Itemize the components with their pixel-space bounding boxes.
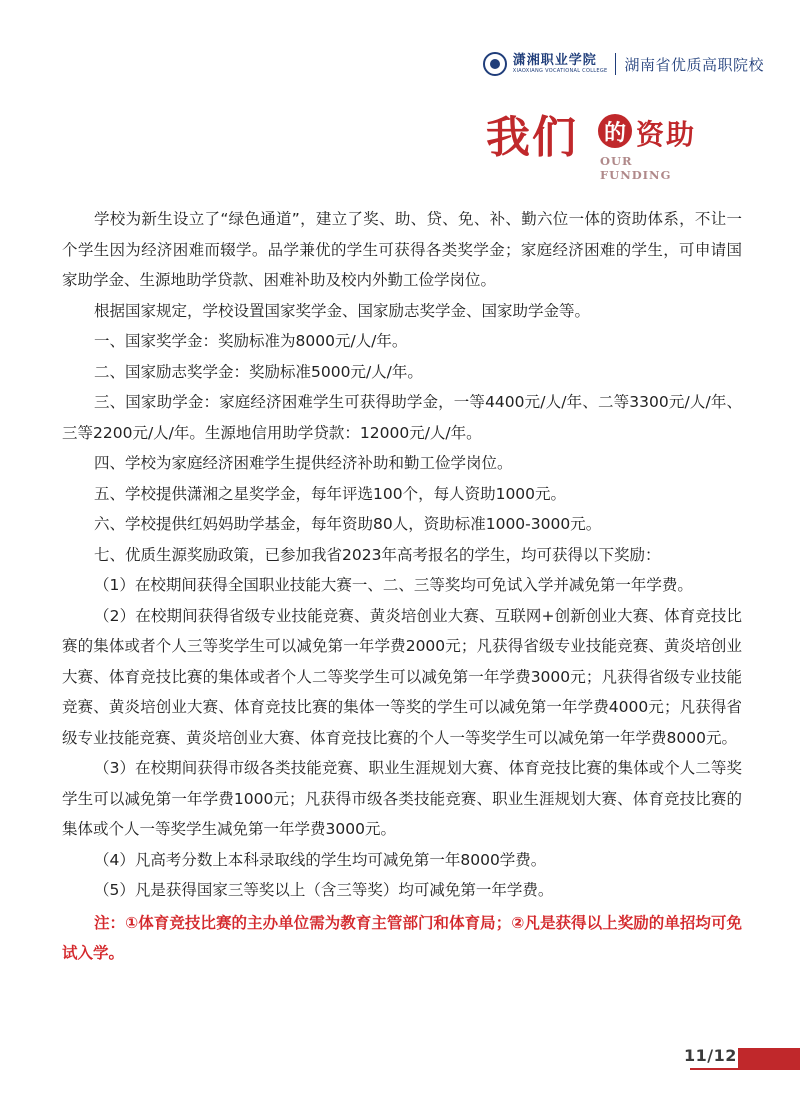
paragraph-item-4: 四、学校为家庭经济困难学生提供经济补助和勤工俭学岗位。 [94,454,513,472]
title-english: OUR FUNDING [600,154,672,182]
section-title [486,110,706,180]
header-divider [615,53,616,75]
funding-content [62,204,742,969]
paragraph-item-1: 一、国家奖学金：奖励标准为8000元/人/年。 [94,332,408,350]
note-text: 注：①体育竞技比赛的主办单位需为教育主管部门和体育局；②凡是获得以上奖励的单招均可免试入学。 [62,913,742,962]
page-header [483,44,764,84]
paragraph-item-6: 六、学校提供红妈妈助学基金，每年资助80人，资助标准1000-3000元。 [94,515,602,533]
paragraph-item-5: 五、学校提供潇湘之星奖学金，每年评选100个，每人资助1000元。 [94,484,567,503]
school-emblem-icon [483,52,507,76]
paragraph-sub-2: （2）在校期间获得省级专业技能竞赛、黄炎培创业大赛、互联网+创新创业大赛、体育竞技比赛的集体或者个人三等奖学生可以减免第一年学费2000元；凡获得省级专业技能竞赛、黄炎培创业大赛、体育竞技比赛的集体或者个人二等奖学生可以减免第一年学费3000元；凡获得省级专业技能竞赛、黄炎培创业大赛、体育竞技比赛的集体一等奖的学生可以减免第一年学费4000元；凡获得省级专业技能竞赛、黄炎培创业大赛、体育竞技比赛的个人一等奖学生可以减免第一年学费8000元。 [62,606,742,747]
footer-accent-bar [738,1048,800,1070]
paragraph-item-2: 二、国家励志奖学金：奖励标准5000元/人/年。 [94,362,423,381]
title-main: 我们 [486,112,578,163]
school-name: 潇湘职业学院 [512,53,597,68]
school-logo [513,54,608,74]
paragraph-intro: 学校为新生设立了“绿色通道”，建立了奖、助、贷、免、补、勤六位一体的资助体系，不让一个学生因为经济困难而辍学。品学兼优的学生可获得各类奖学金；家庭经济困难的学生，可申请国家助学金、生源地助学贷款、困难补助及校内外勤工俭学岗位。 [62,210,742,289]
title-rest: 资助 [636,118,697,151]
title-circled-char: 的 [598,114,632,148]
school-name-en: XIAOXIANG VOCATIONAL COLLEGE [512,68,608,74]
header-subtitle: 湖南省优质高职院校 [624,55,764,74]
paragraph-sub-5: （5）凡是获得国家三等奖以上（含三等奖）均可减免第一年学费。 [94,881,554,899]
page-number: 11/12 [684,1046,737,1065]
paragraph-national-rules: 根据国家规定，学校设置国家奖学金、国家励志奖学金、国家助学金等。 [94,301,591,320]
footer-accent-line [690,1068,800,1070]
paragraph-item-7: 七、优质生源奖励政策，已参加我省2023年高考报名的学生，均可获得以下奖励： [94,545,661,564]
paragraph-sub-1: （1）在校期间获得全国职业技能大赛一、二、三等奖均可免试入学并减免第一年学费。 [94,576,693,594]
paragraph-sub-3: （3）在校期间获得市级各类技能竞赛、职业生涯规划大赛、体育竞技比赛的集体或个人二等奖学生可以减免第一年学费1000元；凡获得市级各类技能竞赛、职业生涯规划大赛、体育竞技比赛的集体或个人一等奖学生减免第一年学费3000元。 [62,759,742,838]
paragraph-sub-4: （4）凡高考分数上本科录取线的学生均可减免第一年8000学费。 [94,850,547,869]
paragraph-item-3: 三、国家助学金：家庭经济困难学生可获得助学金，一等4400元/人/年、二等3300元/人/年、三等2200元/人/年。生源地信用助学贷款：12000元/人/年。 [62,393,742,442]
